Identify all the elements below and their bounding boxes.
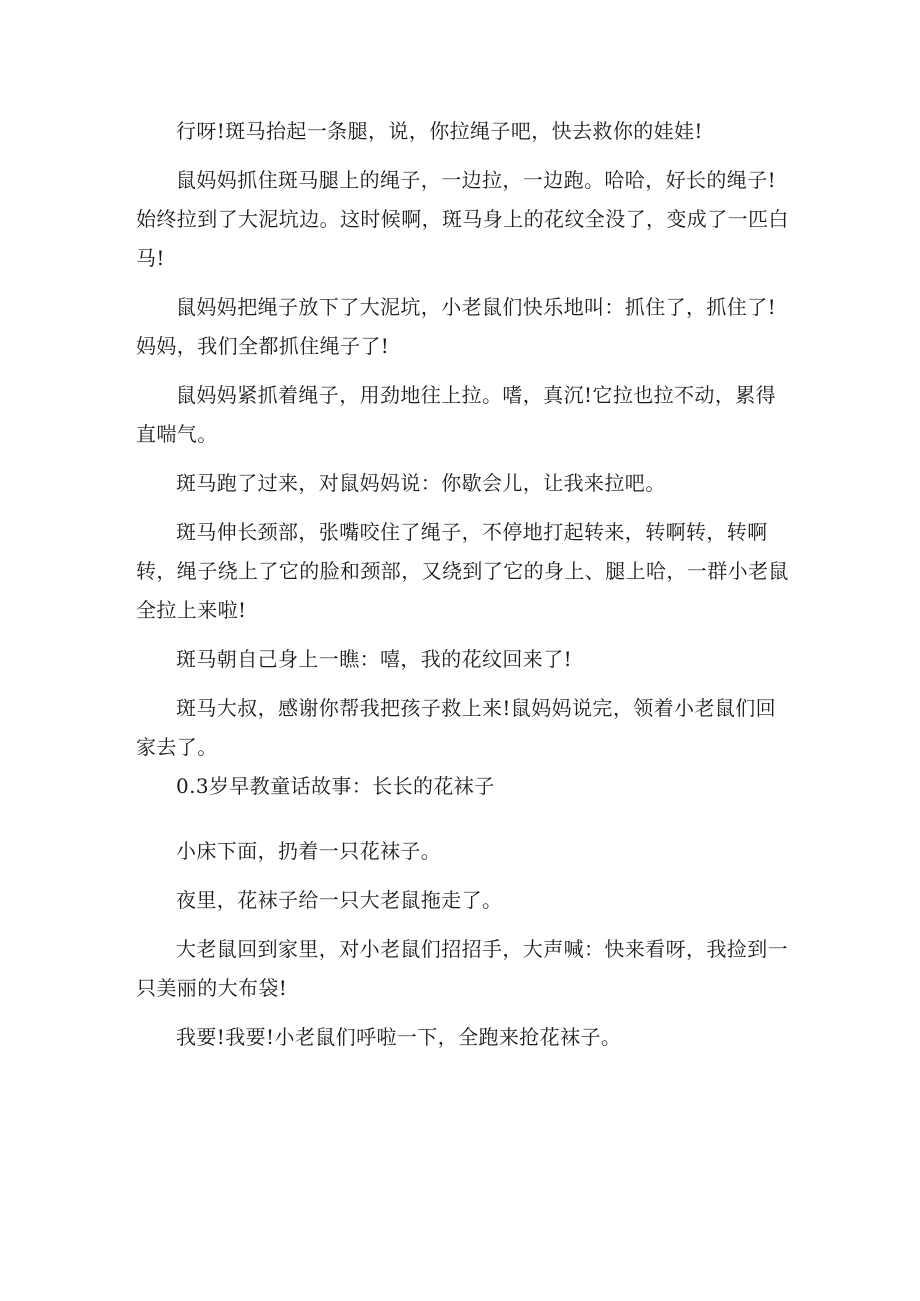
paragraph-6: 斑马伸长颈部，张嘴咬住了绳子，不停地打起转来，转啊转，转啊转，绳子绕上了它的脸和颈部，又绕到了它的身上、腿上哈，一群小老鼠全拉上来啦! <box>136 520 789 622</box>
section-heading: 0.3岁早教童话故事：长长的花袜子 <box>176 774 495 798</box>
paragraph-7: 斑马朝自己身上一瞧：嘻，我的花纹回来了! <box>176 647 573 671</box>
section-paragraph-4: 我要!我要!小老鼠们呼啦一下，全跑来抢花袜子。 <box>176 1025 622 1049</box>
section-paragraph-2: 夜里，花袜子给一只大老鼠拖走了。 <box>176 888 503 912</box>
section-paragraph-3: 大老鼠回到家里，对小老鼠们招招手，大声喊：快来看呀，我捡到一只美丽的大布袋! <box>136 937 788 1000</box>
section-paragraph-1: 小床下面，扔着一只花袜子。 <box>176 839 442 863</box>
document-body <box>136 112 796 1057</box>
paragraph-4: 鼠妈妈紧抓着绳子，用劲地往上拉。嗜，真沉!它拉也拉不动，累得直喘气。 <box>136 383 777 446</box>
paragraph-3: 鼠妈妈把绳子放下了大泥坑，小老鼠们快乐地叫：抓住了，抓住了!妈妈，我们全都抓住绳子了! <box>136 295 777 358</box>
paragraph-1: 行呀!斑马抬起一条腿，说，你拉绳子吧，快去救你的娃娃! <box>176 119 703 143</box>
paragraph-8: 斑马大叔，感谢你帮我把孩子救上来!鼠妈妈说完，领着小老鼠们回家去了。 <box>136 696 777 759</box>
paragraph-2: 鼠妈妈抓住斑马腿上的绳子，一边拉，一边跑。哈哈，好长的绳子!始终拉到了大泥坑边。这时候啊，斑马身上的花纹全没了，变成了一匹白马! <box>136 168 789 270</box>
paragraph-5: 斑马跑了过来，对鼠妈妈说：你歇会儿，让我来拉吧。 <box>176 471 666 495</box>
